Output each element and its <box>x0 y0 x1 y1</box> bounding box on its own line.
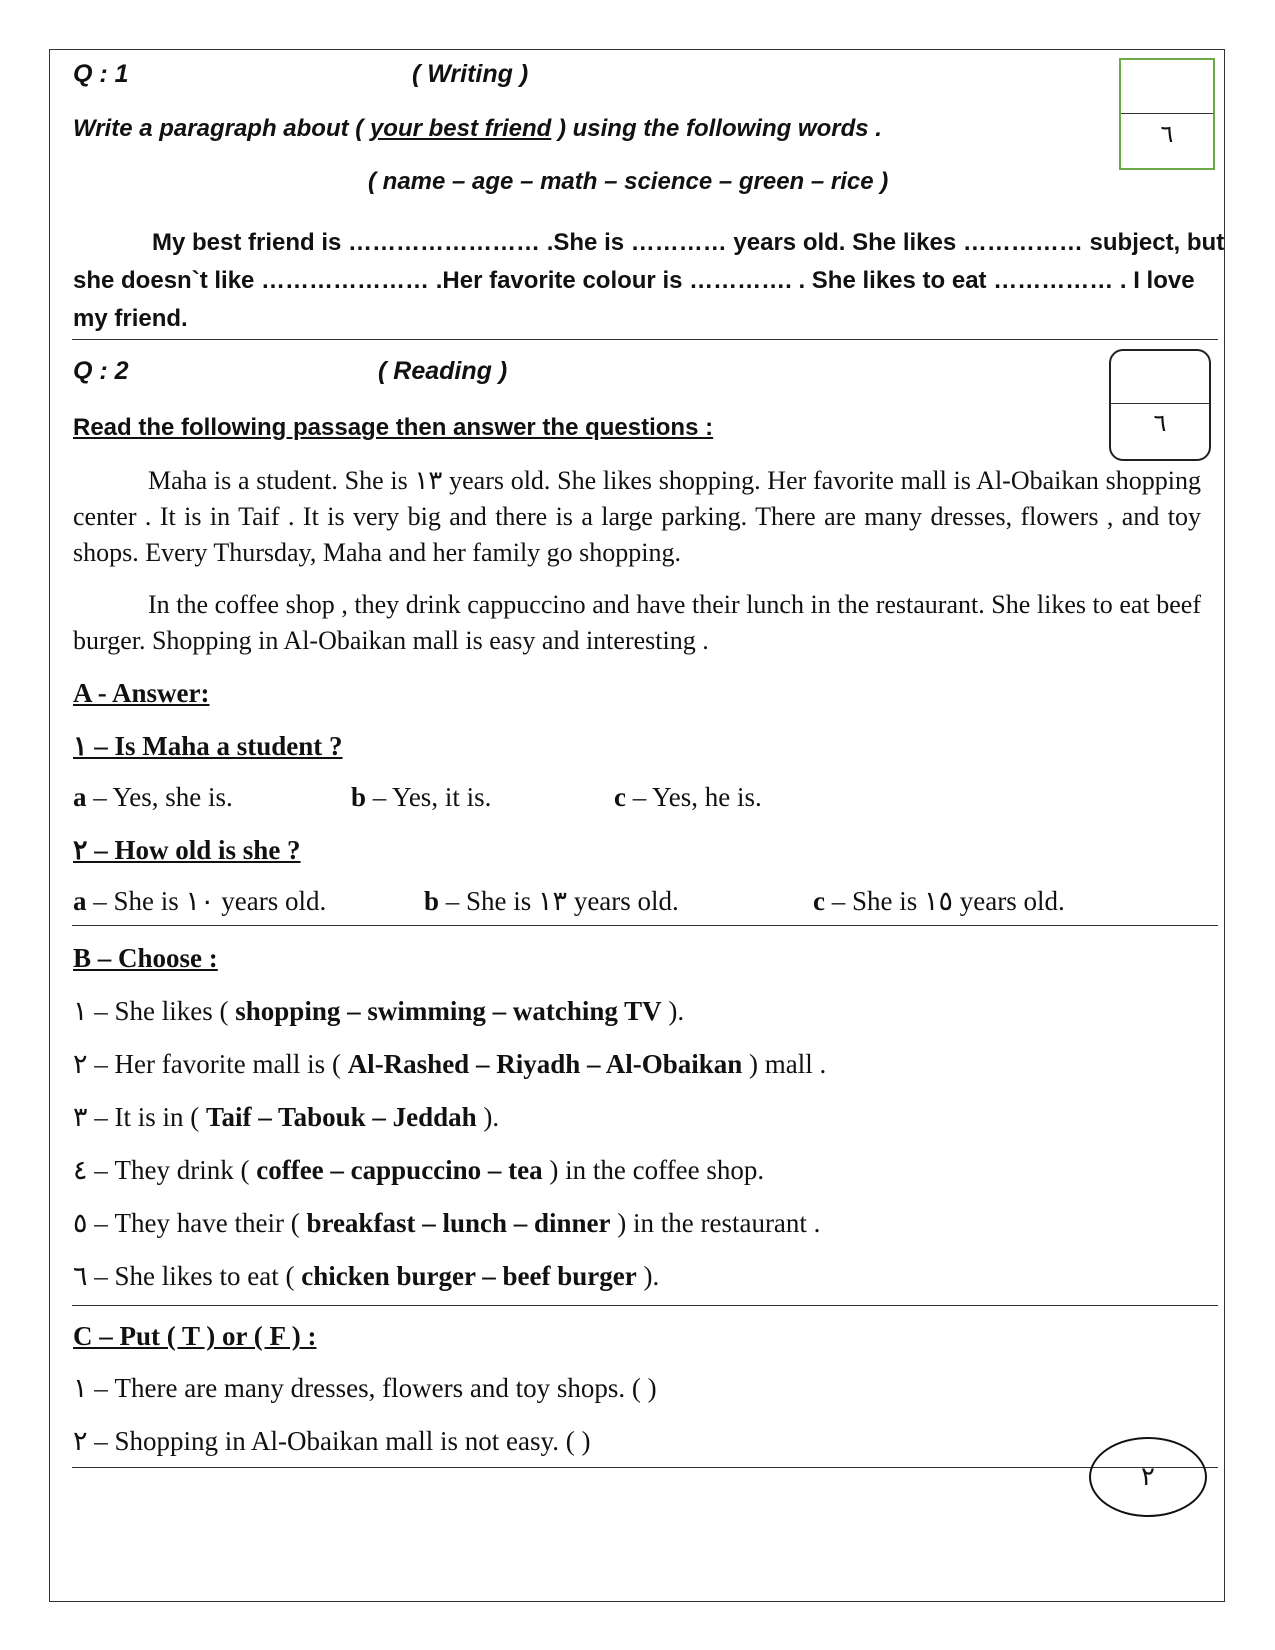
choose-item[interactable]: ٤ – They drink ( coffee – cappuccino – tea ) in the coffee shop. <box>73 1155 765 1185</box>
section-a-question-2: ٢ – How old is she ? <box>73 835 301 865</box>
q1-paragraph-line-2: she doesn`t like ………………… .Her favorite colour is …………. . She likes to eat …………… . I love <box>73 267 1195 294</box>
section-c-heading: C – Put ( T ) or ( F ) : <box>73 1321 317 1351</box>
choose-item[interactable]: ٢ – Her favorite mall is ( Al-Rashed – Riyadh – Al-Obaikan ) mall . <box>73 1049 827 1079</box>
q1-option-c[interactable]: c – Yes, he is. <box>614 782 762 812</box>
true-false-item[interactable]: ١ – There are many dresses, flowers and toy shops. ( ) <box>73 1373 657 1403</box>
choose-item[interactable]: ١ – She likes ( shopping – swimming – watching TV ). <box>73 996 685 1026</box>
q2-score: ٦ <box>1153 409 1167 437</box>
q2-option-c[interactable]: c – She is ١٥ years old. <box>813 886 1065 916</box>
section-a-heading: A - Answer: <box>73 678 210 708</box>
page-number-oval <box>1089 1437 1207 1517</box>
passage-paragraph-1: Maha is a student. She is ١٣ years old. She likes shopping. Her favorite mall is Al-Obaikan shopping center . It is in Taif . It is very big and there is a large parking. There are many dresses, flowers , and toy shops. Every Thursday, Maha and her family go shopping. <box>73 466 1201 567</box>
q2-label: Q : 2 <box>73 357 129 385</box>
true-false-item[interactable]: ٢ – Shopping in Al-Obaikan mall is not easy. ( ) <box>73 1426 591 1456</box>
q1-word-list: ( name – age – math – science – green – rice ) <box>368 168 889 195</box>
q1-score-box <box>1119 58 1215 170</box>
divider <box>72 339 1218 340</box>
q1-title: ( Writing ) <box>412 60 529 88</box>
q2-title: ( Reading ) <box>378 357 508 385</box>
q1-label: Q : 1 <box>73 60 129 88</box>
q1-score: ٦ <box>1160 120 1174 148</box>
q1-topic: your best friend <box>369 115 552 142</box>
choose-item[interactable]: ٥ – They have their ( breakfast – lunch – dinner ) in the restaurant . <box>73 1208 821 1238</box>
section-a-question-1: ١ – Is Maha a student ? <box>73 731 343 761</box>
q1-instruction: Write a paragraph about ( your best friend ) using the following words . <box>73 115 882 142</box>
passage-paragraph-2: In the coffee shop , they drink cappuccino and have their lunch in the restaurant. She likes to eat beef burger. Shopping in Al-Obaikan mall is easy and interesting . <box>73 590 1201 655</box>
page-number: ٢ <box>1141 1462 1155 1492</box>
q2-option-b[interactable]: b – She is ١٣ years old. <box>424 886 679 916</box>
divider <box>72 1305 1218 1306</box>
q1-paragraph-line-3: my friend. <box>73 305 188 332</box>
choose-item[interactable]: ٣ – It is in ( Taif – Tabouk – Jeddah ). <box>73 1102 500 1132</box>
divider <box>72 925 1218 926</box>
q2-score-box <box>1109 349 1211 461</box>
choose-item[interactable]: ٦ – She likes to eat ( chicken burger – beef burger ). <box>73 1261 660 1291</box>
q1-paragraph-line-1: My best friend is …………………… .She is ………… years old. She likes …………… subject, but <box>152 229 1225 256</box>
q1-option-b[interactable]: b – Yes, it is. <box>351 782 492 812</box>
q2-option-a[interactable]: a – She is ١٠ years old. <box>73 886 327 916</box>
divider <box>72 1467 1218 1468</box>
q2-instruction: Read the following passage then answer the questions : <box>73 414 714 441</box>
section-b-heading: B – Choose : <box>73 943 218 973</box>
q1-option-a[interactable]: a – Yes, she is. <box>73 782 233 812</box>
